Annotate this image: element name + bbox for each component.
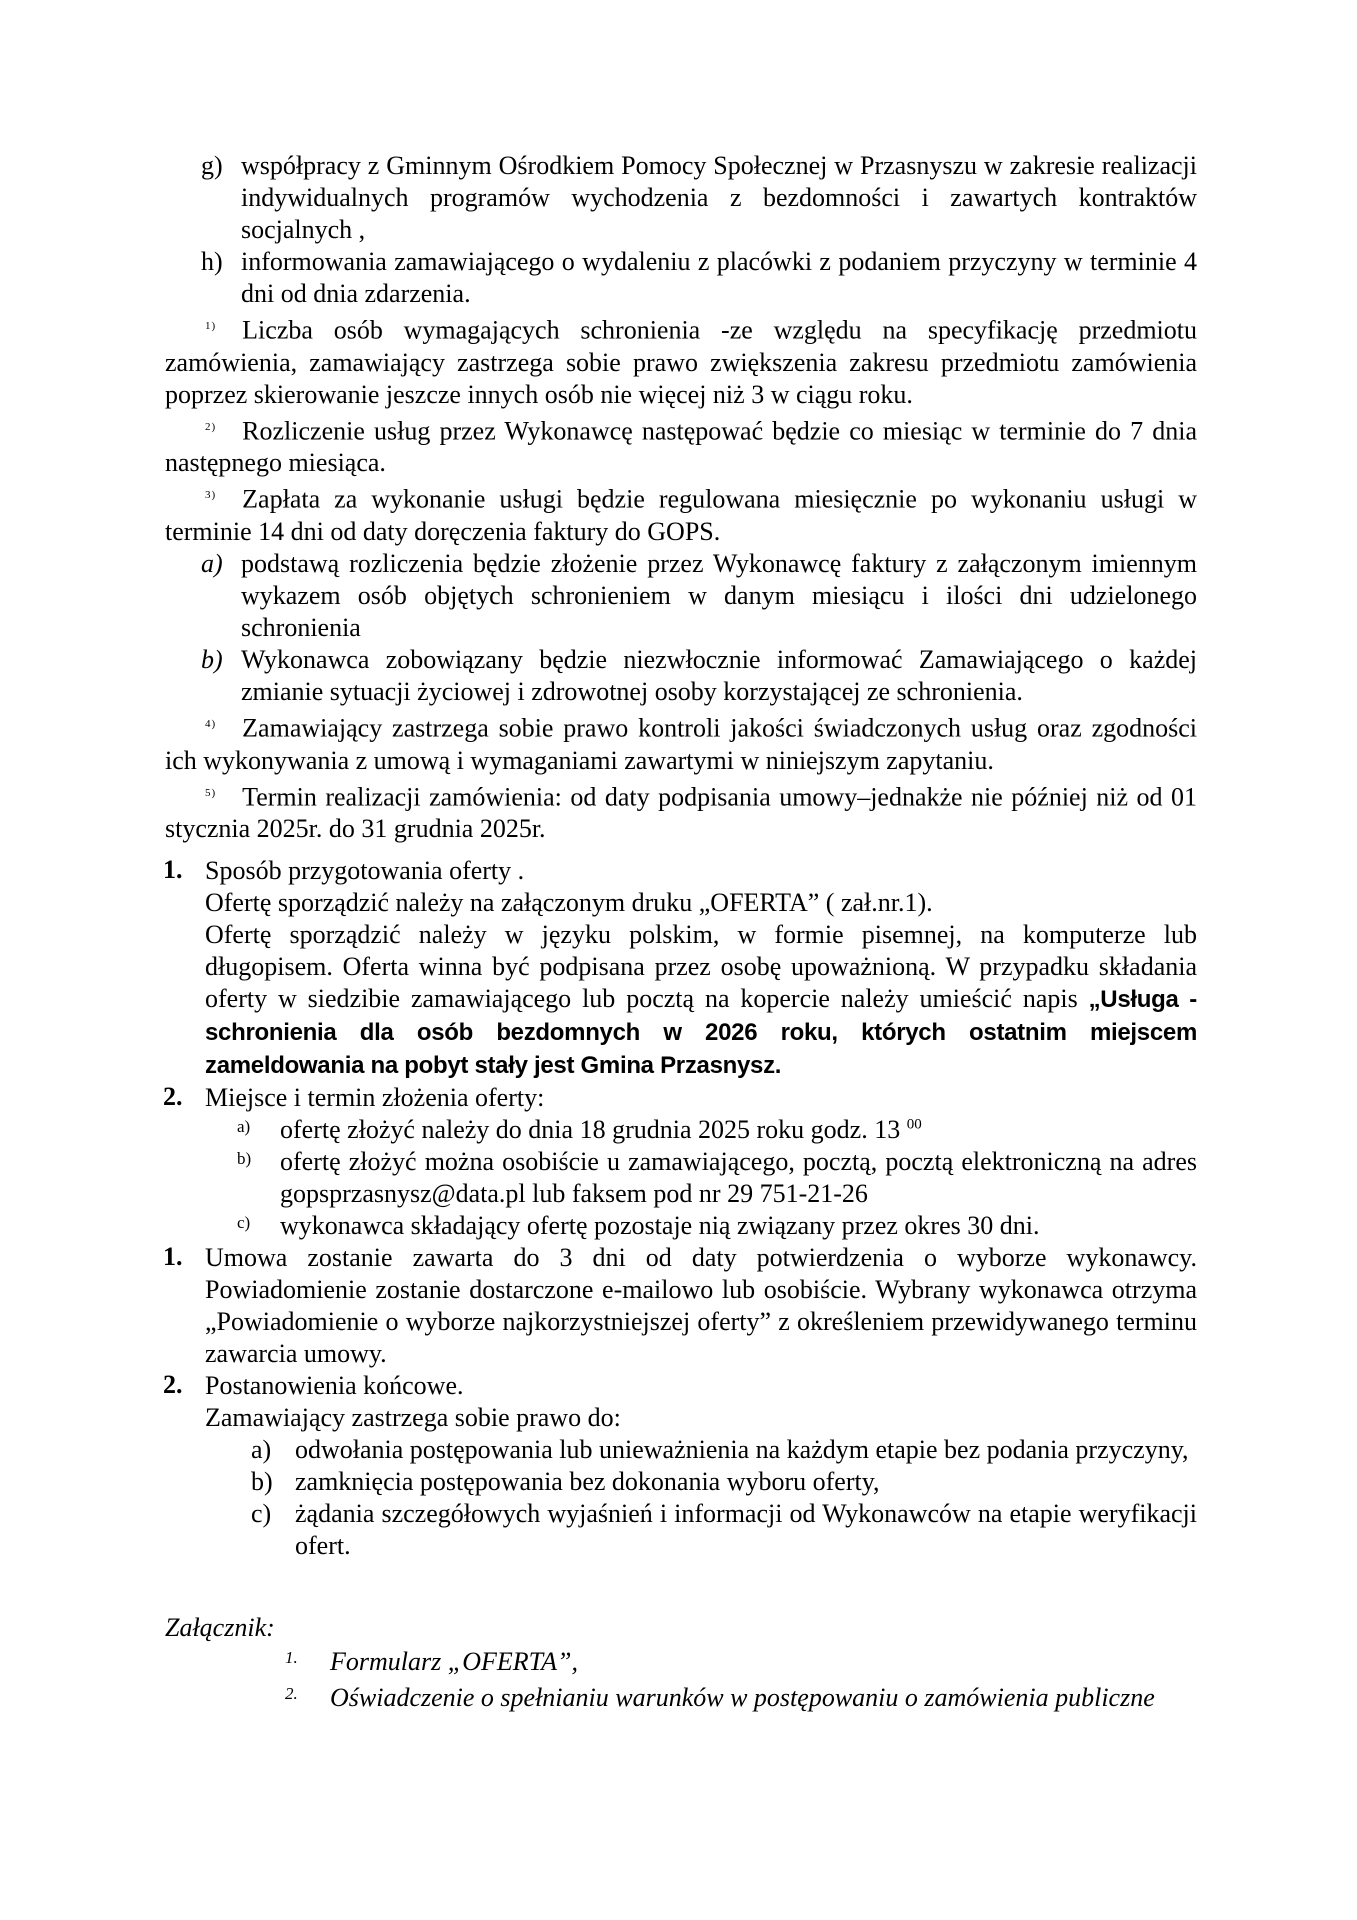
section-intro: Zamawiający zastrzega sobie prawo do: <box>205 1403 621 1433</box>
section-miejsce-termin <box>165 1082 1197 1114</box>
paragraph-oferta-jezyk <box>205 919 1197 1082</box>
section-title: Miejsce i termin złożenia oferty: <box>205 1083 545 1113</box>
bullet-text: Zamawiający zastrzega sobie prawo kontroli jakości świadczonych usług oraz zgodności ich wykonywania z umową i wymaganiami zawartymi w niniejszym zapytaniu. <box>165 713 1197 775</box>
list-item-b-wykonawca <box>165 644 1197 708</box>
sub-item-text: ofertę złożyć należy do dnia 18 grudnia 2025 roku godz. 13 <box>280 1115 907 1145</box>
bullet-termin-realizacji <box>165 777 1197 846</box>
attachment-item-oswiadczenie <box>165 1680 1197 1716</box>
sub-item-text: ofertę złożyć można osobiście u zamawiającego, pocztą, pocztą elektroniczną na adres gopsprzasnysz@data.pl lub faksem pod nr 29 751-21-26 <box>280 1147 1197 1209</box>
sub-item-c-zadanie <box>165 1498 1197 1562</box>
attachment-marker: 1. <box>285 1648 298 1668</box>
bullet-marker: 1) <box>205 320 217 332</box>
bullet-text: Liczba osób wymagających schronienia -ze względu na specyfikację przedmiotu zamówienia, zamawiający zastrzega sobie prawo zwiększenia zakresu przedmiotu zamówienia poprzez skierowanie jeszcze innych osób nie więcej niż 3 w ciągu roku. <box>165 315 1197 409</box>
paragraph-text: Ofertę sporządzić należy w języku polskim, w formie pisemnej, na komputerze lub długopisem. Oferta winna być podpisana przez osobę upoważnioną. W przypadku składania oferty w siedzibie zamawiającego lub pocztą na kopercie należy umieścić napis <box>205 920 1197 1014</box>
paragraph-bold-usluga: „Usługa - schronienia dla osób bezdomnych w 2026 roku, których ostatnim miejscem zameldowania na pobyt stały jest Gmina Przasnysz. <box>205 986 1197 1080</box>
bullet-rozliczenie <box>165 411 1197 480</box>
list-item-h <box>165 246 1197 310</box>
bullet-marker: 3) <box>205 489 217 502</box>
sub-item-marker: b) <box>237 1149 252 1169</box>
section-sposob-przygotowania <box>165 855 1197 1082</box>
section-number: 2. <box>163 1082 183 1112</box>
sub-item-text: zamknięcia postępowania bez dokonania wyboru oferty, <box>295 1467 880 1497</box>
section-postanowienia <box>165 1370 1197 1434</box>
sub-item-c-zwiazanie <box>165 1210 1197 1242</box>
sub-item-b-sposob-zlozenia <box>165 1146 1197 1210</box>
sub-item-marker: b) <box>251 1467 273 1497</box>
bullet-marker: 5) <box>205 786 217 799</box>
sub-item-text: wykonawca składający ofertę pozostaje nią związany przez okres 30 dni. <box>280 1211 1040 1241</box>
section-number: 1. <box>163 1242 183 1272</box>
time-superscript: 00 <box>906 1116 922 1133</box>
attachment-marker: 2. <box>285 1684 298 1704</box>
list-marker: a) <box>201 548 223 578</box>
attachment-text: Oświadczenie o spełnianiu warunków w postępowaniu o zamówienia publiczne <box>330 1683 1155 1713</box>
section-number: 2. <box>163 1370 183 1400</box>
list-marker: g) <box>201 151 223 180</box>
list-item-text: podstawą rozliczenia będzie złożenie przez Wykonawcę faktury z załączonym imiennym wykazem osób objętych schronieniem w danym miesiącu i ilości dni udzielonego schronienia <box>241 548 1197 642</box>
bullet-zaplata <box>165 479 1197 548</box>
sub-item-text: żądania szczegółowych wyjaśnień i informacji od Wykonawców na etapie weryfikacji ofert. <box>295 1499 1197 1561</box>
list-item-a-podstawa <box>165 548 1197 644</box>
attachments-section <box>165 1612 1197 1716</box>
section-title: Postanowienia końcowe. <box>205 1371 464 1401</box>
list-marker: b) <box>201 644 223 674</box>
list-item-text: informowania zamawiającego o wydaleniu z placówki z podaniem przyczyny w terminie 4 dni od dnia zdarzenia. <box>241 247 1197 308</box>
attachment-item-formularz <box>165 1644 1197 1680</box>
list-item-g <box>165 150 1197 246</box>
section-title: Sposób przygotowania oferty . <box>205 856 525 886</box>
sub-item-marker: c) <box>237 1213 251 1233</box>
bullet-text: Zapłata za wykonanie usługi będzie regulowana miesięcznie po wykonaniu usługi w terminie 14 dni od daty doręczenia faktury do GOPS. <box>165 484 1197 546</box>
bullet-marker: 4) <box>205 717 217 730</box>
document-content <box>165 150 1197 1716</box>
sub-item-b-zamkniecie <box>165 1466 1197 1498</box>
attachment-text: Formularz „OFERTA”, <box>330 1647 578 1677</box>
bullet-text: Rozliczenie usług przez Wykonawcę następować będzie co miesiąc w terminie do 7 dnia następnego miesiąca. <box>165 416 1197 478</box>
list-item-text: współpracy z Gminnym Ośrodkiem Pomocy Społecznej w Przasnyszu w zakresie realizacji indywidualnych programów wychodzenia z bezdomności i zawartych kontraktów socjalnych , <box>241 151 1197 244</box>
section-number: 1. <box>163 855 183 885</box>
attachments-title: Załącznik: <box>165 1613 275 1643</box>
sub-item-text: odwołania postępowania lub unieważnienia na każdym etapie bez podania przyczyny, <box>295 1435 1189 1465</box>
bullet-zamawiajacy-kontrola <box>165 708 1197 777</box>
section-umowa <box>165 1242 1197 1370</box>
list-marker: h) <box>201 247 223 276</box>
paragraph-oferta-druk: Ofertę sporządzić należy na załączonym druku „OFERTA” ( zał.nr.1). <box>205 888 933 918</box>
sub-item-marker: c) <box>251 1499 272 1529</box>
sub-item-a-odwolanie <box>165 1434 1197 1466</box>
bullet-text: Termin realizacji zamówienia: od daty podpisania umowy–jednakże nie później niż od 01 stycznia 2025r. do 31 grudnia 2025r. <box>165 782 1197 844</box>
bullet-liczba-osob <box>165 310 1197 411</box>
sub-item-a-termin <box>165 1114 1197 1146</box>
bullet-marker: 2) <box>205 420 217 433</box>
section-text: Umowa zostanie zawarta do 3 dni od daty potwierdzenia o wyborze wykonawcy. Powiadomienie zostanie dostarczone e-mailowo lub osobiście. Wybrany wykonawca otrzyma „Powiadomienie o wyborze najkorzystniejszej oferty” z określeniem przewidywanego terminu zawarcia umowy. <box>205 1243 1197 1369</box>
sub-item-marker: a) <box>237 1117 251 1137</box>
list-item-text: Wykonawca zobowiązany będzie niezwłocznie informować Zamawiającego o każdej zmianie sytuacji życiowej i zdrowotnej osoby korzystającej ze schronienia. <box>241 644 1197 706</box>
sub-item-marker: a) <box>251 1435 272 1465</box>
